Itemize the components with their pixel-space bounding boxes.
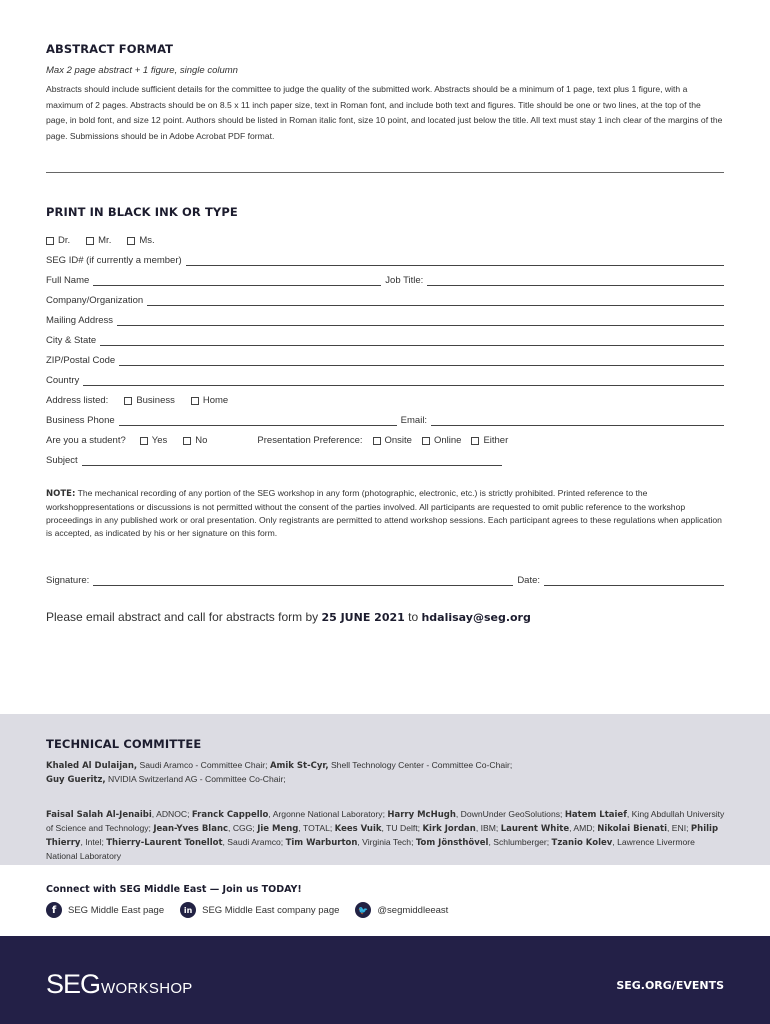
committee-member-name: Hatem Ltaief	[564, 810, 627, 820]
registration-form	[46, 205, 724, 466]
full-name-field[interactable]	[93, 276, 381, 286]
committee-member-name: Faisal Salah Al-Jenaibi	[46, 810, 152, 820]
salutation-dr-label: Dr.	[58, 235, 71, 246]
seg-workshop-logo	[46, 969, 193, 1000]
business-phone-field[interactable]	[119, 416, 397, 426]
checkbox-box[interactable]	[373, 437, 381, 445]
city-state-label: City & State	[46, 335, 97, 346]
section-divider	[46, 172, 724, 173]
student-no-checkbox[interactable]	[183, 435, 207, 446]
email-label: Email:	[400, 415, 428, 426]
committee-member-name: Tzanio Kolev	[551, 838, 613, 848]
city-state-field[interactable]	[100, 336, 724, 346]
connect-heading: Connect with SEG Middle East — Join us TODAY!	[46, 884, 302, 895]
committee-member-name: Philip Thierry	[46, 824, 719, 848]
student-label: Are you a student?	[46, 435, 126, 446]
country-field[interactable]	[83, 376, 724, 386]
full-name-label: Full Name	[46, 275, 90, 286]
address-business-label: Business	[136, 395, 175, 406]
seg-id-row	[46, 252, 724, 266]
company-label: Company/Organization	[46, 295, 144, 306]
facebook-label: SEG Middle East page	[68, 904, 165, 916]
checkbox-box[interactable]	[46, 237, 54, 245]
zip-field[interactable]	[119, 356, 724, 366]
twitter-link[interactable]	[355, 902, 448, 918]
mailing-row	[46, 312, 724, 326]
checkbox-box[interactable]	[140, 437, 148, 445]
checkbox-box[interactable]	[183, 437, 191, 445]
salutation-row	[46, 232, 724, 246]
checkbox-box[interactable]	[191, 397, 199, 405]
committee-member-name: Tim Warburton	[285, 838, 358, 848]
student-presentation-row	[46, 432, 724, 446]
footer-bar	[0, 936, 770, 1024]
committee-member-affiliation: , Saudi Aramco;	[222, 837, 286, 847]
subject-row	[46, 452, 724, 466]
zip-label: ZIP/Postal Code	[46, 355, 116, 366]
address-listed-row	[46, 392, 724, 406]
email-cta-prefix: Please email abstract and call for abstracts form by	[46, 610, 322, 624]
checkbox-box[interactable]	[124, 397, 132, 405]
facebook-icon: f	[46, 902, 62, 918]
salutation-dr-checkbox[interactable]	[46, 235, 70, 246]
committee-member-affiliation: , Virginia Tech;	[357, 837, 416, 847]
note-paragraph	[46, 487, 724, 540]
committee-member-name: Nikolai Bienati	[597, 824, 668, 834]
twitter-icon: 🐦	[355, 902, 371, 918]
email-submission-instruction	[46, 610, 531, 624]
logo-workshop-text: WORKSHOP	[101, 980, 193, 997]
committee-member-affiliation: , IBM;	[475, 823, 501, 833]
linkedin-link[interactable]	[180, 902, 339, 918]
committee-member-affiliation: Shell Technology Center - Committee Co-Chair;	[328, 760, 513, 770]
signature-field[interactable]	[93, 576, 513, 586]
facebook-link[interactable]	[46, 902, 164, 918]
business-phone-label: Business Phone	[46, 415, 115, 426]
committee-member-name: Khaled Al Dulaijan,	[46, 761, 138, 771]
abstract-format-body: Abstracts should include sufficient details for the committee to judge the quality of the submitted work. Abstracts should be a minimum of 1 page, text plus 1 figure, with a maximum of 2 pages. Abstracts should be on 8.5 x 11 inch paper size, text in Roman font, and include both text and figures. Title should be one or two lines, at the top of the page, in bold font, and size 12 point. Authors should be listed in Roman italic font, size 10 point, and located just below the title. All text must stay 1 inch clear of the margins of the page. Submissions should be in Adobe Acrobat PDF format.	[46, 84, 723, 141]
address-home-checkbox[interactable]	[191, 395, 228, 406]
name-row	[46, 272, 724, 286]
committee-member-name: Jie Meng	[257, 824, 299, 834]
committee-member-affiliation: , DownUnder GeoSolutions;	[455, 809, 565, 819]
country-row	[46, 372, 724, 386]
committee-member-name: Guy Gueritz,	[46, 775, 106, 785]
checkbox-box[interactable]	[86, 237, 94, 245]
email-field[interactable]	[431, 416, 724, 426]
abstract-format-section	[46, 42, 724, 144]
email-cta-middle: to	[404, 610, 422, 624]
presentation-either-label: Either	[483, 435, 509, 446]
student-yes-checkbox[interactable]	[140, 435, 168, 446]
job-title-field[interactable]	[427, 276, 724, 286]
signature-label: Signature:	[46, 575, 90, 586]
city-row	[46, 332, 724, 346]
technical-committee-section	[0, 714, 770, 865]
presentation-online-label: Online	[433, 435, 462, 446]
committee-member-affiliation: , AMD;	[569, 823, 598, 833]
linkedin-icon: in	[180, 902, 196, 918]
committee-chairs	[46, 759, 726, 787]
committee-member-name: Jean-Yves Blanc	[153, 824, 229, 834]
signature-date-row	[46, 572, 724, 586]
salutation-mr-label: Mr.	[98, 235, 112, 246]
committee-member-affiliation: , Intel;	[80, 837, 107, 847]
company-field[interactable]	[147, 296, 724, 306]
abstract-format-title: ABSTRACT FORMAT	[46, 42, 174, 56]
committee-member-affiliation: Saudi Aramco - Committee Chair;	[137, 760, 270, 770]
company-row	[46, 292, 724, 306]
committee-member-affiliation: , ENI;	[667, 823, 691, 833]
presentation-onsite-label: Onsite	[384, 435, 412, 446]
committee-member-affiliation: , CGG;	[228, 823, 258, 833]
committee-member-affiliation: , King Abdullah University of Science and Technology;	[46, 809, 725, 833]
twitter-label: @segmiddleeast	[377, 904, 449, 916]
date-field[interactable]	[544, 576, 724, 586]
committee-member-name: Thierry-Laurent Tonellot	[106, 838, 223, 848]
social-links	[46, 902, 726, 918]
form-title: PRINT IN BLACK INK OR TYPE	[46, 205, 238, 219]
checkbox-box[interactable]	[127, 237, 135, 245]
committee-member-name: Franck Cappello	[191, 810, 269, 820]
note-label: NOTE:	[46, 489, 76, 499]
committee-member-affiliation: , Argonne National Laboratory;	[268, 809, 388, 819]
job-title-label: Job Title:	[385, 275, 424, 286]
checkbox-box[interactable]	[471, 437, 479, 445]
committee-member-affiliation: NVIDIA Switzerland AG - Committee Co-Chair;	[105, 774, 286, 784]
country-label: Country	[46, 375, 80, 386]
committee-member-affiliation: , TU Delft;	[381, 823, 423, 833]
salutation-ms-label: Ms.	[139, 235, 155, 246]
submission-email-link[interactable]: hdalisay@seg.org	[421, 611, 531, 624]
committee-member-name: Kees Vuik	[334, 824, 382, 834]
address-listed-label: Address listed:	[46, 395, 109, 406]
committee-member-name: Tom Jönsthövel	[415, 838, 489, 848]
committee-member-affiliation: , TOTAL;	[298, 823, 335, 833]
address-home-label: Home	[202, 395, 229, 406]
committee-title: TECHNICAL COMMITTEE	[46, 737, 202, 751]
address-business-checkbox[interactable]	[124, 395, 175, 406]
abstract-format-subtitle: Max 2 page abstract + 1 figure, single column	[46, 65, 238, 76]
seg-id-label: SEG ID# (if currently a member)	[46, 255, 182, 266]
committee-member-affiliation: , Lawrence Livermore National Laboratory	[46, 837, 695, 861]
social-connect-section	[46, 884, 726, 918]
date-label: Date:	[517, 575, 541, 586]
presentation-onsite-checkbox[interactable]	[373, 435, 412, 446]
student-yes-label: Yes	[151, 435, 168, 446]
checkbox-box[interactable]	[422, 437, 430, 445]
committee-member-name: Amik St-Cyr,	[269, 761, 329, 771]
note-text: The mechanical recording of any portion of the SEG workshop in any form (photographic, electronic, etc.) is strictly prohibited. Printed reference to the workshoppresentations or discussions is not permitted without the consent of the parties involved. All participants are requested to omit public reference to the workshop proceedings in any published work or oral presentation. Only registrants are permitted to attend workshop sessions. Each participant agrees to these regulations when application is accepted, as indicated by his or her signature on this form.	[46, 488, 722, 538]
linkedin-label: SEG Middle East company page	[202, 904, 340, 916]
phone-email-row	[46, 412, 724, 426]
committee-members	[46, 808, 726, 863]
committee-member-affiliation: , Schlumberger;	[488, 837, 552, 847]
committee-member-affiliation: , ADNOC;	[151, 809, 192, 819]
mailing-address-label: Mailing Address	[46, 315, 114, 326]
salutation-mr-checkbox[interactable]	[86, 235, 111, 246]
subject-field[interactable]	[82, 456, 502, 466]
events-link[interactable]: SEG.ORG/EVENTS	[616, 979, 724, 992]
committee-member-name: Laurent White	[500, 824, 570, 834]
seg-id-field[interactable]	[186, 256, 724, 266]
salutation-ms-checkbox[interactable]	[127, 235, 154, 246]
deadline-date: 25 JUNE 2021	[321, 611, 405, 624]
presentation-either-checkbox[interactable]	[471, 435, 508, 446]
committee-member-name: Kirk Jordan	[422, 824, 476, 834]
presentation-label: Presentation Preference:	[257, 435, 363, 446]
presentation-online-checkbox[interactable]	[422, 435, 461, 446]
zip-row	[46, 352, 724, 366]
student-no-label: No	[195, 435, 208, 446]
committee-member-name: Harry McHugh	[387, 810, 456, 820]
subject-label: Subject	[46, 455, 78, 466]
mailing-address-field[interactable]	[117, 316, 724, 326]
logo-seg-text: SEG	[46, 969, 101, 999]
